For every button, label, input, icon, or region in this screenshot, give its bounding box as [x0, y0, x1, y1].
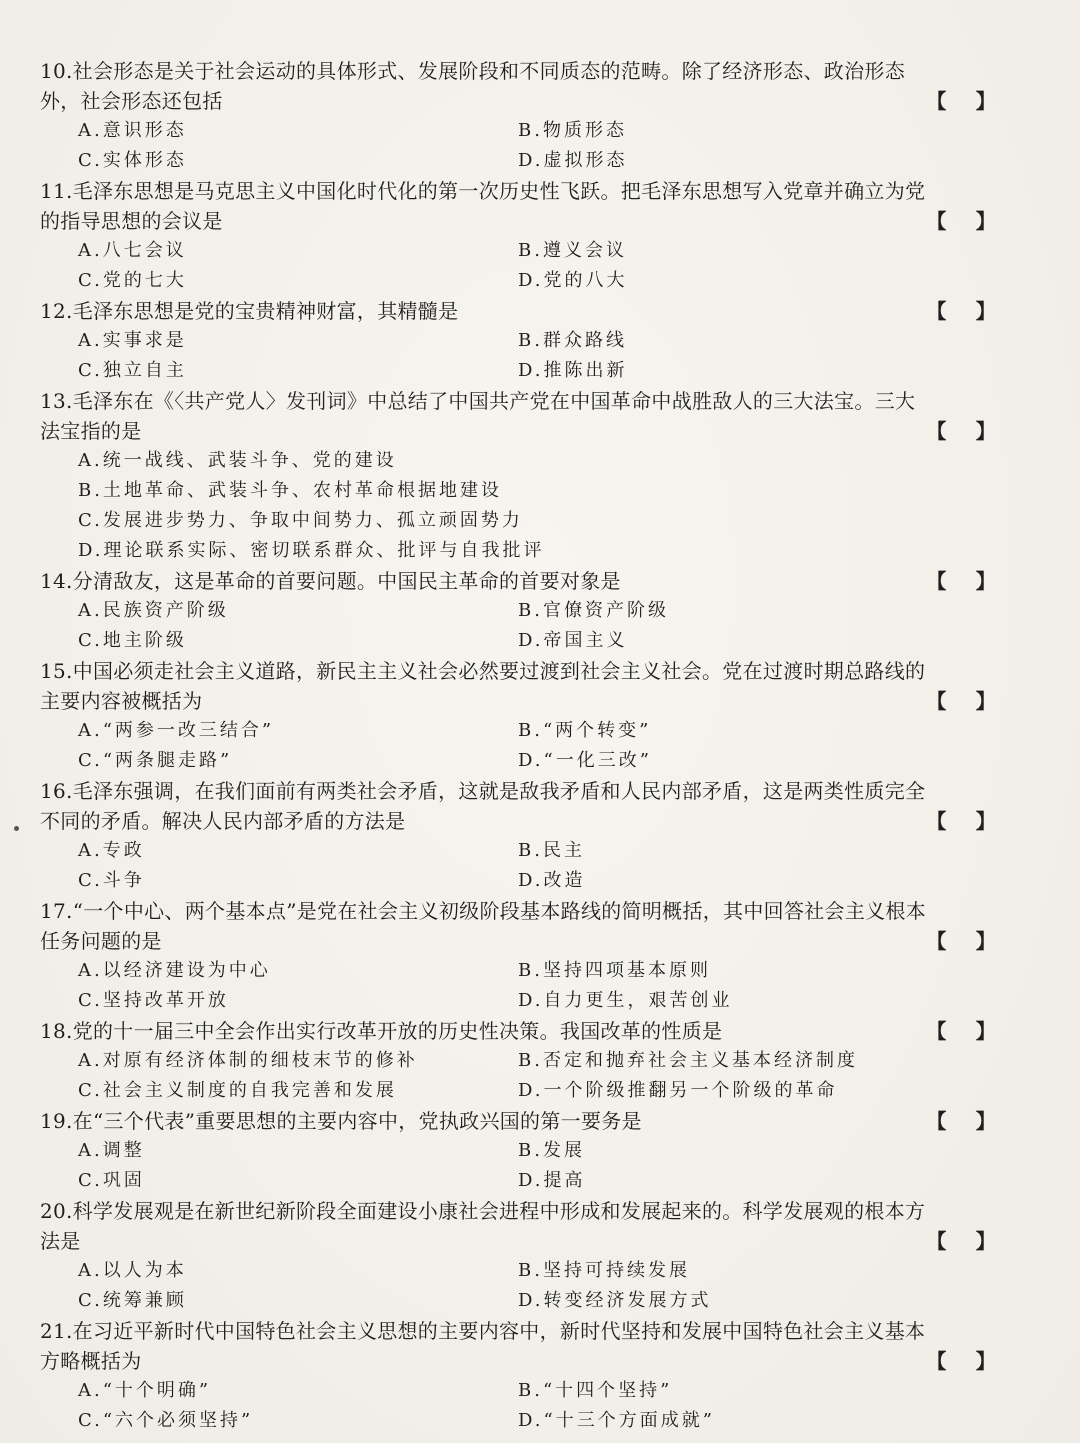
answer-option: C.党的七大 — [78, 270, 187, 291]
answer-option: B.官僚资产阶级 — [518, 600, 669, 621]
question-item — [40, 296, 1000, 386]
answer-option: C.“两条腿走路” — [78, 750, 233, 771]
options-group — [40, 716, 1000, 776]
question-stem — [40, 386, 1000, 446]
question-stem-text: 11.毛泽东思想是马克思主义中国化时代化的第一次历史性飞跃。把毛泽东思想写入党章并确立为党的指导思想的会议是 — [40, 179, 926, 233]
options-group — [40, 1376, 1000, 1436]
question-stem — [40, 896, 1000, 956]
question-stem — [40, 296, 1000, 326]
answer-option: B.坚持四项基本原则 — [518, 960, 711, 981]
question-stem-text: 17.“一个中心、两个基本点”是党在社会主义初级阶段基本路线的简明概括，其中回答社会主义根本任务问题的是 — [40, 899, 927, 953]
answer-option: A.“两参一改三结合” — [78, 720, 275, 741]
answer-option: B.民主 — [518, 840, 585, 861]
answer-option: C.地主阶级 — [78, 630, 187, 651]
question-item — [40, 566, 1000, 656]
answer-bracket: 【 】 — [926, 1349, 996, 1373]
options-group — [40, 596, 1000, 656]
answer-option: A.以经济建设为中心 — [78, 960, 271, 981]
answer-bracket: 【 】 — [926, 1229, 996, 1253]
options-group — [40, 1256, 1000, 1316]
scan-dot — [14, 826, 19, 831]
answer-option: C.坚持改革开放 — [78, 990, 229, 1011]
answer-option: A.意识形态 — [78, 120, 187, 141]
question-stem-text: 10.社会形态是关于社会运动的具体形式、发展阶段和不同质态的范畴。除了经济形态、政治形态外，社会形态还包括 — [40, 59, 906, 113]
answer-option: D.帝国主义 — [518, 630, 628, 651]
question-stem-text: 16.毛泽东强调，在我们面前有两类社会矛盾，这就是敌我矛盾和人民内部矛盾，这是两类性质完全不同的矛盾。解决人民内部矛盾的方法是 — [40, 779, 926, 833]
answer-bracket: 【 】 — [926, 929, 996, 953]
question-stem — [40, 656, 1000, 716]
answer-option: A.民族资产阶级 — [78, 600, 229, 621]
answer-option: A.专政 — [78, 840, 145, 861]
answer-option: D.一个阶级推翻另一个阶级的革命 — [518, 1080, 838, 1101]
options-group — [40, 446, 1000, 566]
question-stem — [40, 1316, 1000, 1376]
answer-option: B.土地革命、武装斗争、农村革命根据地建设 — [78, 480, 502, 501]
answer-option: B.发展 — [518, 1140, 585, 1161]
answer-option: A.八七会议 — [78, 240, 187, 261]
question-stem — [40, 566, 1000, 596]
options-group — [40, 836, 1000, 896]
answer-bracket: 【 】 — [926, 1109, 996, 1133]
options-group — [40, 1136, 1000, 1196]
options-group — [40, 236, 1000, 296]
answer-option: D.“一化三改” — [518, 750, 652, 771]
answer-option: C.斗争 — [78, 870, 145, 891]
answer-option: C.发展进步势力、争取中间势力、孤立顽固势力 — [78, 510, 523, 531]
answer-bracket: 【 】 — [926, 1019, 996, 1043]
question-stem-text: 14.分清敌友，这是革命的首要问题。中国民主革命的首要对象是 — [40, 569, 621, 593]
question-item — [40, 176, 1000, 296]
question-stem — [40, 1196, 1000, 1256]
answer-option: D.改造 — [518, 870, 586, 891]
question-item — [40, 1316, 1000, 1436]
answer-option: C.统筹兼顾 — [78, 1290, 187, 1311]
answer-option: B.群众路线 — [518, 330, 627, 351]
answer-bracket: 【 】 — [926, 299, 996, 323]
answer-option: D.党的八大 — [518, 270, 628, 291]
question-stem — [40, 776, 1000, 836]
answer-option: B.物质形态 — [518, 120, 627, 141]
options-group — [40, 1046, 1000, 1106]
question-stem-text: 19.在“三个代表”重要思想的主要内容中，党执政兴国的第一要务是 — [40, 1109, 642, 1133]
answer-bracket: 【 】 — [926, 209, 996, 233]
answer-option: B.“两个转变” — [518, 720, 652, 741]
answer-bracket: 【 】 — [926, 569, 996, 593]
options-group — [40, 326, 1000, 386]
answer-bracket: 【 】 — [926, 89, 996, 113]
question-stem — [40, 176, 1000, 236]
answer-bracket: 【 】 — [926, 809, 996, 833]
options-group — [40, 116, 1000, 176]
question-item — [40, 776, 1000, 896]
question-stem-text: 12.毛泽东思想是党的宝贵精神财富，其精髓是 — [40, 299, 459, 323]
answer-option: D.提高 — [518, 1170, 586, 1191]
answer-option: B.坚持可持续发展 — [518, 1260, 690, 1281]
answer-option: C.巩固 — [78, 1170, 145, 1191]
answer-option: B.遵义会议 — [518, 240, 627, 261]
answer-option: A.统一战线、武装斗争、党的建设 — [78, 450, 397, 471]
answer-option: C.独立自主 — [78, 360, 187, 381]
question-stem-text: 13.毛泽东在《〈共产党人〉发刊词》中总结了中国共产党在中国革命中战胜敌人的三大法宝。三大法宝指的是 — [40, 389, 916, 443]
question-item — [40, 896, 1000, 1016]
question-stem-text: 18.党的十一届三中全会作出实行改革开放的历史性决策。我国改革的性质是 — [40, 1019, 723, 1043]
answer-option: D.虚拟形态 — [518, 150, 628, 171]
question-stem — [40, 1106, 1000, 1136]
answer-option: A.对原有经济体制的细枝末节的修补 — [78, 1050, 418, 1071]
question-stem-text: 21.在习近平新时代中国特色社会主义思想的主要内容中，新时代坚持和发展中国特色社会主义基本方略概括为 — [40, 1319, 926, 1373]
answer-option: D.自力更生，艰苦创业 — [518, 990, 733, 1011]
options-group — [40, 956, 1000, 1016]
answer-option: B.“十四个坚持” — [518, 1380, 673, 1401]
question-stem-text: 15.中国必须走社会主义道路，新民主主义社会必然要过渡到社会主义社会。党在过渡时期总路线的主要内容被概括为 — [40, 659, 926, 713]
answer-option: D.转变经济发展方式 — [518, 1290, 712, 1311]
answer-option: C.社会主义制度的自我完善和发展 — [78, 1080, 397, 1101]
answer-option: D.理论联系实际、密切联系群众、批评与自我批评 — [78, 540, 545, 561]
answer-option: D.推陈出新 — [518, 360, 628, 381]
answer-option: C.实体形态 — [78, 150, 187, 171]
question-item — [40, 56, 1000, 176]
question-item — [40, 386, 1000, 566]
answer-option: A.以人为本 — [78, 1260, 187, 1281]
answer-option: D.“十三个方面成就” — [518, 1410, 715, 1431]
question-stem — [40, 56, 1000, 116]
answer-option: A.调整 — [78, 1140, 145, 1161]
answer-option: C.“六个必须坚持” — [78, 1410, 254, 1431]
question-item — [40, 1016, 1000, 1106]
question-list — [40, 56, 1000, 1436]
question-item — [40, 656, 1000, 776]
answer-bracket: 【 】 — [926, 419, 996, 443]
answer-option: A.实事求是 — [78, 330, 187, 351]
question-stem — [40, 1016, 1000, 1046]
question-item — [40, 1106, 1000, 1196]
answer-option: B.否定和抛弃社会主义基本经济制度 — [518, 1050, 858, 1071]
answer-option: A.“十个明确” — [78, 1380, 212, 1401]
question-stem-text: 20.科学发展观是在新世纪新阶段全面建设小康社会进程中形成和发展起来的。科学发展观的根本方法是 — [40, 1199, 926, 1253]
question-item — [40, 1196, 1000, 1316]
answer-bracket: 【 】 — [926, 689, 996, 713]
